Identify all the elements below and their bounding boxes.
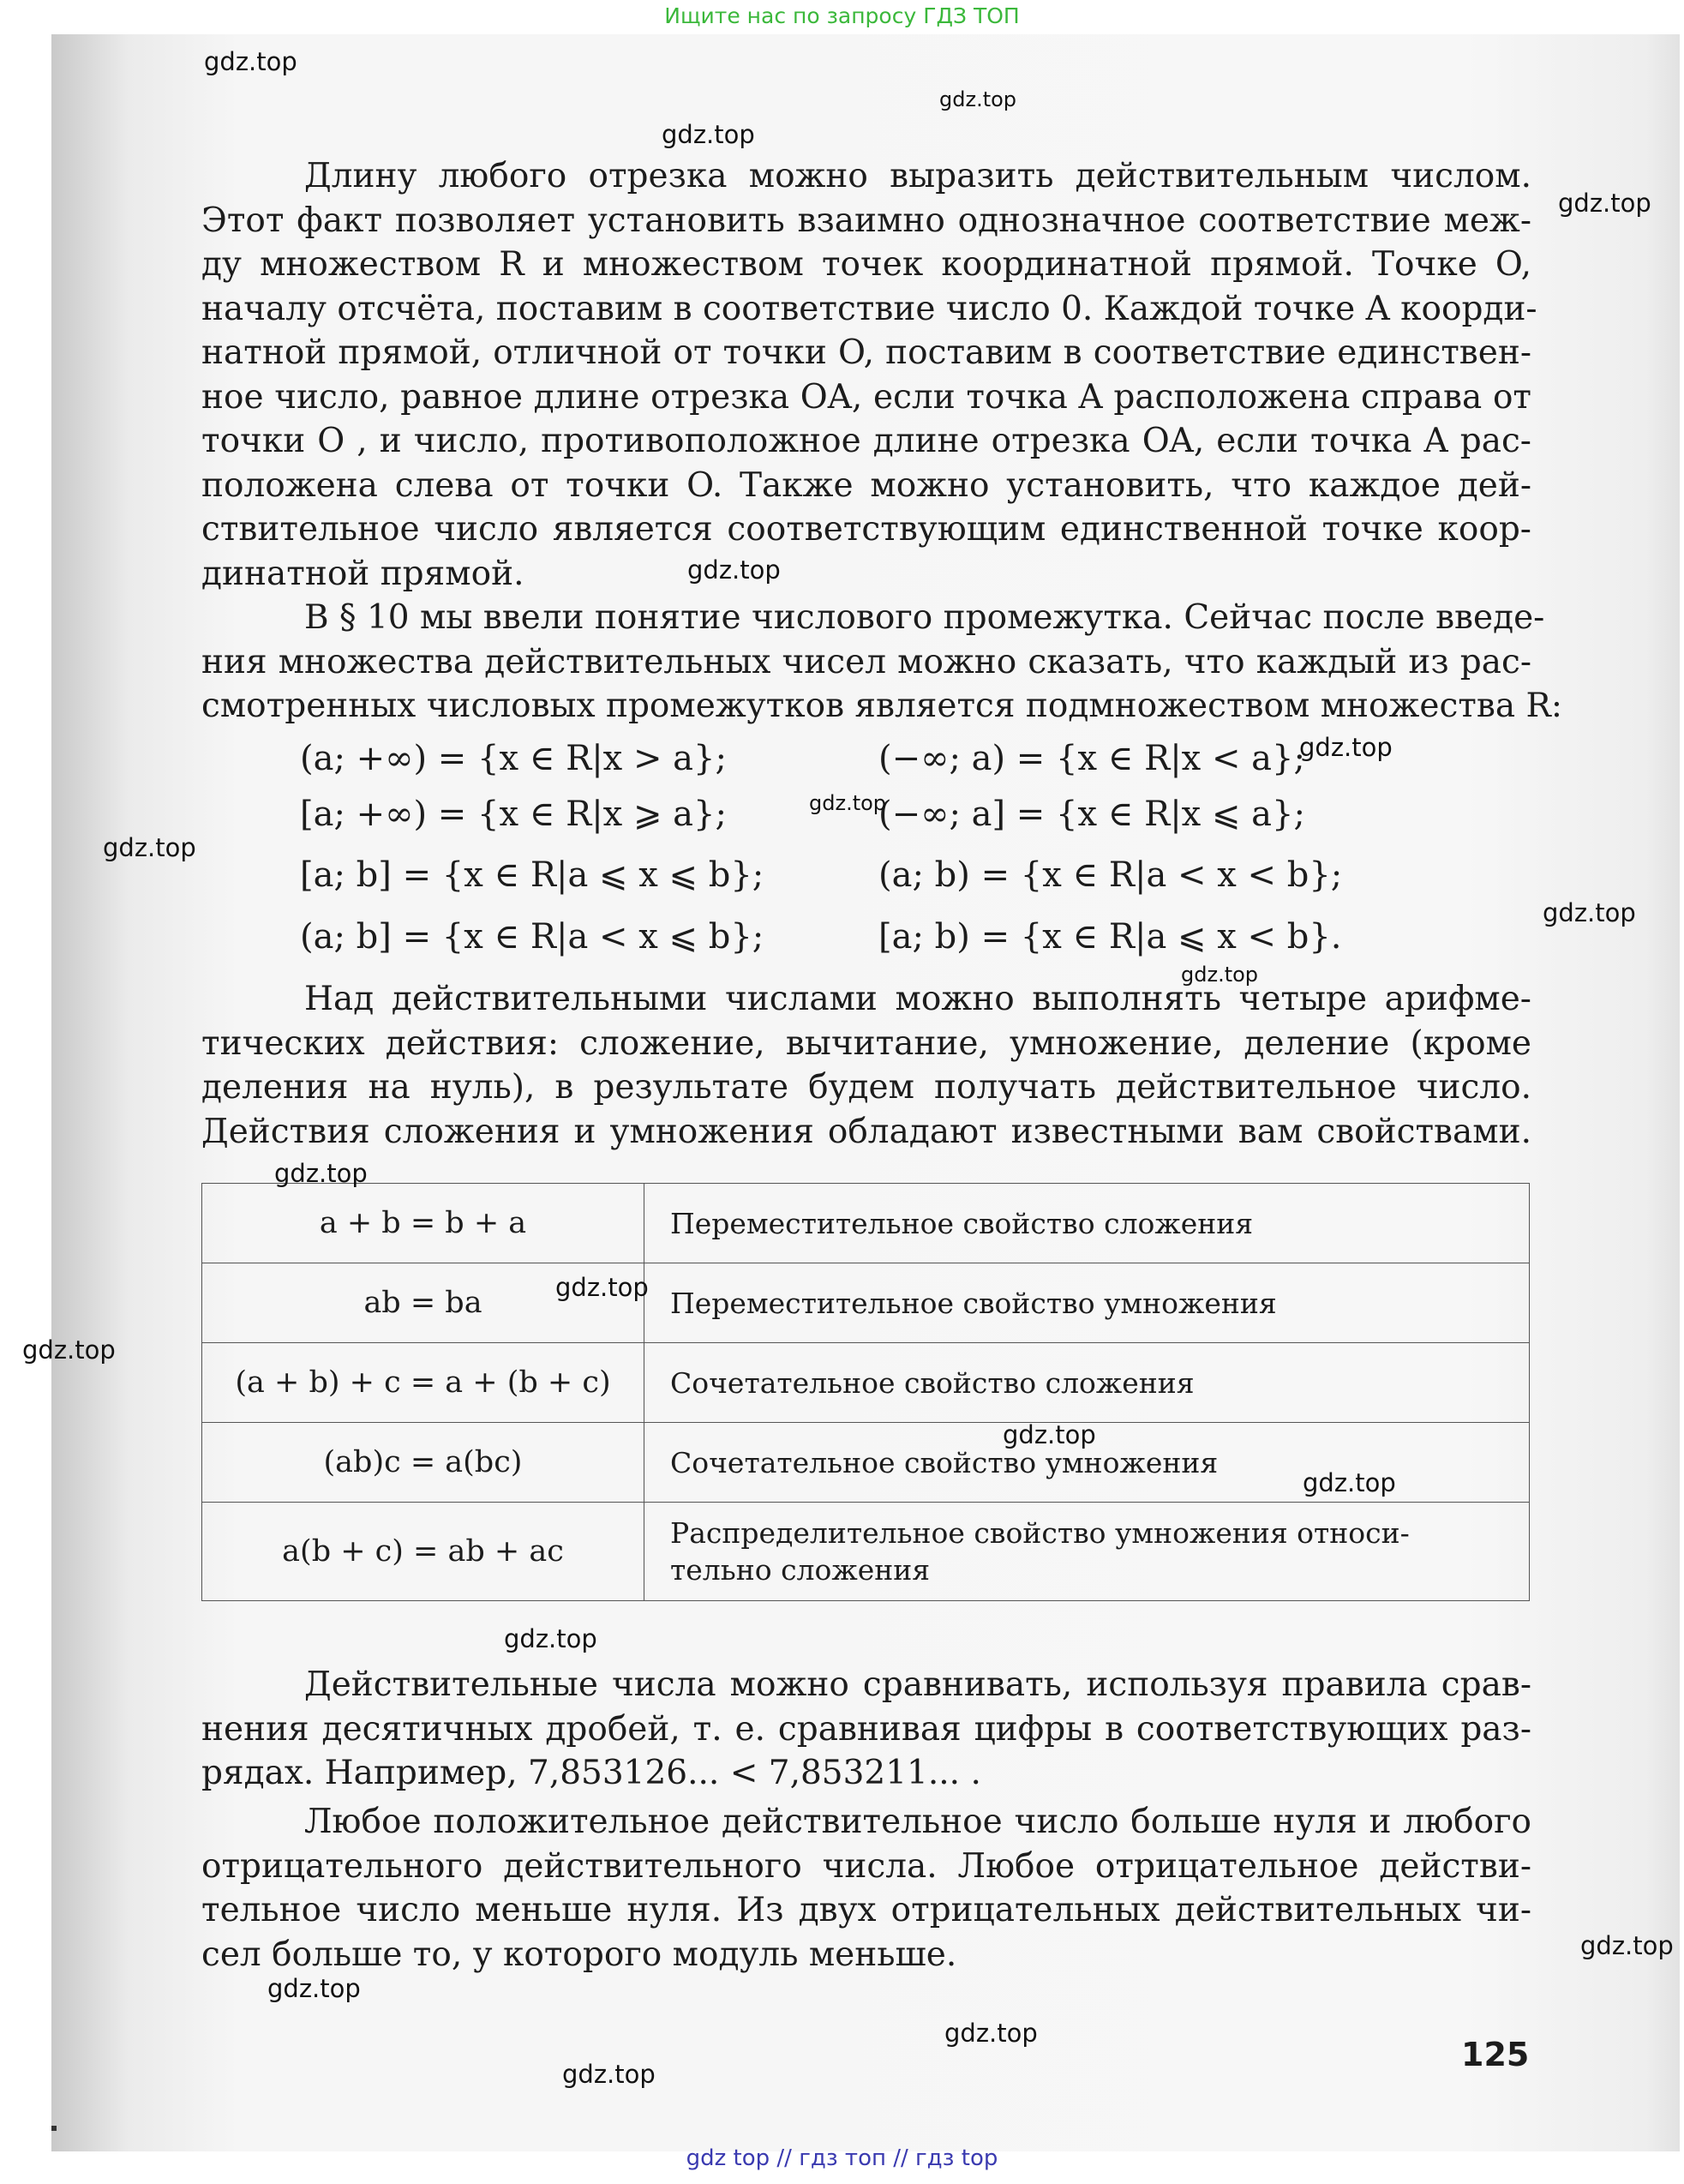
text-line: Этот факт позволяет установить взаимно однозначное соответствие меж- — [201, 201, 1531, 240]
interval-def: (a; b] = {x ∈ R|a < x ⩽ b}; — [300, 917, 764, 957]
watermark: gdz.top — [1543, 898, 1636, 927]
watermark: gdz.top — [1299, 733, 1393, 762]
paragraph-4 — [201, 1663, 1531, 1796]
property-formula: (ab)c = a(bc) — [202, 1423, 644, 1503]
watermark: gdz.top — [555, 1273, 649, 1302]
text-line: динатной прямой. — [201, 554, 524, 593]
text-line: положена слева от точки O. Также можно установить, что каждое дей- — [201, 465, 1531, 505]
property-description: Распределительное свойство умножения относи-тельно сложения — [644, 1503, 1530, 1601]
table-row — [202, 1503, 1530, 1601]
text-line: нения десятичных дробей, т. е. сравнивая цифры в соответствующих раз- — [201, 1709, 1531, 1749]
property-formula: (a + b) + c = a + (b + c) — [202, 1343, 644, 1423]
watermark: gdz.top — [103, 833, 196, 862]
watermark: gdz.top — [1303, 1468, 1396, 1497]
property-formula: a + b = b + a — [202, 1184, 644, 1263]
paragraph-3 — [201, 977, 1531, 1154]
page-number: 125 — [1461, 2036, 1530, 2073]
interval-def: (a; b) = {x ∈ R|a < x < b}; — [878, 855, 1343, 895]
text-line: рядах. Например, 7,853126... < 7,853211... . — [201, 1754, 981, 1792]
text-line: смотренных числовых промежутков является подмножеством множества R: — [201, 687, 1562, 725]
watermark: gdz.top — [939, 87, 1017, 111]
text-line: ное число, равное длине отрезка OA, если точка A расположена справа от — [201, 377, 1531, 417]
text-line: тельное число меньше нуля. Из двух отрицательных действительных чи- — [201, 1891, 1531, 1929]
interval-def: (−∞; a) = {x ∈ R|x < a}; — [878, 739, 1305, 778]
text-line: В § 10 мы ввели понятие числового промежутка. Сейчас после введе- — [304, 598, 1545, 637]
table-row — [202, 1184, 1530, 1263]
text-line: ду множеством R и множеством точек координатной прямой. Точке O, — [201, 245, 1531, 284]
text-line: точки O , и число, противоположное длине отрезка OA, если точка A рас- — [201, 422, 1531, 460]
text-line: Любое положительное действительное число больше нуля и любого — [304, 1803, 1531, 1841]
text-line: натной прямой, отличной от точки O, поставим в соответствие единствен- — [201, 333, 1531, 372]
watermark: gdz.top — [267, 1974, 361, 2003]
watermark: gdz.top — [22, 1335, 116, 1365]
text-line: ствительное число является соответствующим единственной точке коор- — [201, 510, 1531, 549]
properties-table — [201, 1183, 1530, 1601]
watermark: gdz.top — [1580, 1931, 1674, 1960]
text-line: Действительные числа можно сравнивать, используя правила срав- — [304, 1665, 1531, 1704]
watermark: gdz.top — [204, 47, 297, 76]
paragraph-1 — [201, 154, 1537, 596]
text-line: началу отсчёта, поставим в соответствие число 0. Каждой точке A коорди- — [201, 289, 1537, 328]
paragraph-5 — [201, 1800, 1531, 1977]
text-line: Длину любого отрезка можно выразить действительным числом. — [304, 157, 1531, 195]
property-formula: ab = ba — [202, 1263, 644, 1343]
watermark: gdz.top — [944, 2019, 1038, 2048]
text-line: отрицательного действительного числа. Любое отрицательное действи- — [201, 1846, 1531, 1886]
paragraph-2 — [201, 596, 1562, 729]
text-line: ния множества действительных чисел можно сказать, что каждый из рас- — [201, 642, 1531, 681]
watermark: gdz.top — [1181, 963, 1259, 987]
text-line: Над действительными числами можно выполнять четыре арифме- — [304, 980, 1531, 1018]
interval-def: (−∞; a] = {x ∈ R|x ⩽ a}; — [878, 795, 1305, 834]
interval-def: [a; b) = {x ∈ R|a ⩽ x < b}. — [878, 917, 1342, 957]
table-row — [202, 1343, 1530, 1423]
watermark: gdz.top — [662, 120, 755, 149]
bottom-banner[interactable]: gdz top // гдз топ // гдз top — [686, 2145, 998, 2171]
interval-def: [a; +∞) = {x ∈ R|x ⩾ a}; — [300, 795, 727, 834]
interval-def: [a; b] = {x ∈ R|a ⩽ x ⩽ b}; — [300, 855, 764, 895]
text-line: деления на нуль), в результате будем получать действительное число. — [201, 1068, 1531, 1107]
top-banner[interactable]: Ищите нас по запросу ГДЗ ТОП — [664, 3, 1020, 28]
watermark: gdz.top — [1003, 1420, 1096, 1449]
watermark: gdz.top — [562, 2060, 656, 2089]
watermark: gdz.top — [274, 1159, 368, 1188]
property-description: Сочетательное свойство сложения — [644, 1343, 1530, 1423]
watermark: gdz.top — [809, 791, 887, 815]
text-line: Действия сложения и умножения обладают известными вам свойствами. — [201, 1112, 1531, 1151]
property-description: Сочетательное свойство умножения — [644, 1423, 1530, 1503]
table-row — [202, 1263, 1530, 1343]
watermark: gdz.top — [687, 555, 781, 585]
property-formula: a(b + c) = ab + ac — [202, 1503, 644, 1601]
property-description: Переместительное свойство умножения — [644, 1263, 1530, 1343]
watermark: gdz.top — [504, 1624, 597, 1653]
text-line: тических действия: сложение, вычитание, умножение, деление (кроме — [201, 1023, 1531, 1063]
interval-def: (a; +∞) = {x ∈ R|x > a}; — [300, 739, 727, 778]
text-line: сел больше то, у которого модуль меньше. — [201, 1935, 957, 1974]
watermark: gdz.top — [1558, 189, 1651, 218]
scan-mark — [51, 2126, 57, 2131]
property-description: Переместительное свойство сложения — [644, 1184, 1530, 1263]
